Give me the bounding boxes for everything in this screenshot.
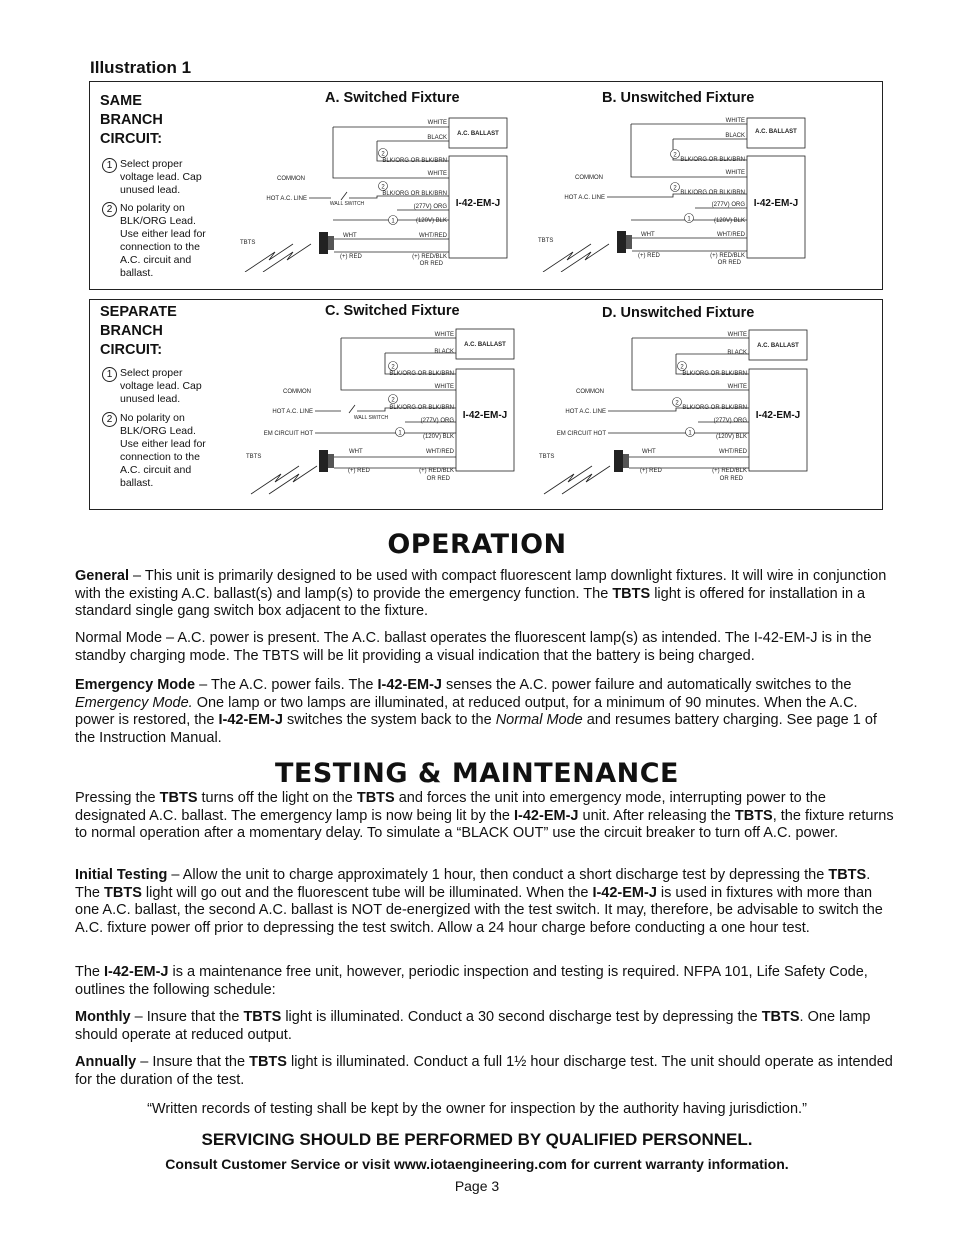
white-label: WHITE bbox=[434, 384, 454, 390]
em-hot-label: EM CIRCUIT HOT bbox=[263, 431, 313, 437]
wht-label: WHT bbox=[343, 233, 357, 239]
red-label: (+) RED bbox=[638, 253, 660, 259]
em-hot-label: EM CIRCUIT HOT bbox=[556, 431, 606, 437]
black-label: BLACK bbox=[427, 135, 447, 141]
same-branch-heading: SAME BRANCH CIRCUIT: bbox=[100, 93, 163, 147]
maint-text-2: is a maintenance free unit, however, periodic inspection and testing is required. NFPA 101, Life Safety Code, outlines the following schedule: bbox=[75, 964, 868, 998]
init-text-2: . The bbox=[75, 867, 871, 901]
wht-red-label: WHT/RED bbox=[419, 233, 447, 239]
monthly-text-2: light is illuminated. Conduct a 30 second discharge test by depressing the bbox=[281, 1009, 762, 1025]
em-mode-italic: Emergency Mode. bbox=[75, 694, 193, 711]
emergency-mode-paragraph bbox=[75, 677, 897, 747]
tbts-term: TBTS bbox=[612, 585, 651, 602]
tbts-label: TBTS bbox=[240, 240, 256, 246]
callout-1: 1 bbox=[398, 430, 402, 437]
maint-text-1: The bbox=[75, 964, 105, 980]
init-text-1: – Allow the unit to charge approximately 1 hour, then conduct a short discharge test by depressing the bbox=[167, 867, 829, 883]
figure-a-title: A. Switched Fixture bbox=[325, 90, 460, 106]
common-label: COMMON bbox=[575, 175, 603, 181]
or-red-label: OR RED bbox=[717, 260, 741, 266]
ballast-label: A.C. BALLAST bbox=[757, 343, 799, 349]
org277-label: (277V) ORG bbox=[711, 202, 745, 208]
unit-term: I-42-EM-J bbox=[104, 964, 169, 980]
monthly-label: Monthly bbox=[75, 1009, 131, 1025]
page-number: Page 3 bbox=[454, 1178, 500, 1194]
init-text-4: is used in fixtures with more than one A.C. ballast, the second A.C. ballast is NOT de-energized with the test switch. It may, therefore, be advisable to switch the A.C. fixture power off prior to depressing the test switch. Allow a 24 hour charge before conducting a one hour test. bbox=[75, 884, 883, 936]
maintenance-paragraph bbox=[75, 964, 897, 999]
em-text-1: – The A.C. power fails. The bbox=[195, 677, 378, 693]
em-text-5: and resumes battery charging. See page 1 of the Instruction Manual. bbox=[75, 712, 877, 746]
org277-label: (277V) ORG bbox=[420, 418, 454, 424]
unit-term: I-42-EM-J bbox=[377, 677, 442, 693]
ballast-label: A.C. BALLAST bbox=[755, 129, 797, 135]
tbts-label: TBTS bbox=[539, 454, 555, 460]
red-blk-label: (+) RED/BLK bbox=[712, 468, 747, 474]
tbts-label: TBTS bbox=[246, 454, 262, 460]
white-label: WHITE bbox=[727, 332, 747, 338]
tbts-term: TBTS bbox=[243, 1009, 282, 1025]
unit-term: I-42-EM-J bbox=[218, 712, 283, 728]
callout-2: 2 bbox=[675, 400, 679, 407]
tbts-term: TBTS bbox=[356, 790, 395, 806]
or-red-label: OR RED bbox=[719, 476, 743, 482]
red-blk-label: (+) RED/BLK bbox=[412, 254, 447, 260]
callout-2: 2 bbox=[391, 364, 395, 371]
testing-intro-paragraph bbox=[75, 790, 897, 843]
emergency-label: Emergency Mode bbox=[75, 677, 196, 693]
annual-text-1: – Insure that the bbox=[136, 1054, 250, 1070]
ballast-label: A.C. BALLAST bbox=[464, 342, 506, 348]
unit-term: I-42-EM-J bbox=[514, 807, 579, 824]
ballast-label: A.C. BALLAST bbox=[457, 131, 499, 137]
em-text-4: switches the system back to the bbox=[282, 712, 496, 728]
tbts-term: TBTS bbox=[159, 790, 198, 806]
wht-label: WHT bbox=[641, 232, 655, 238]
unit-label: I-42-EM-J bbox=[455, 198, 501, 209]
em-text-2: senses the A.C. power failure and automatically switches to the bbox=[441, 677, 852, 693]
callout-2: 2 bbox=[381, 151, 385, 158]
black-label: BLACK bbox=[727, 350, 747, 356]
blk-org-label: BLK/ORG OR BLK/BRN bbox=[389, 405, 454, 411]
note-text: No polarity on BLK/ORG Lead. Use either lead for connection to the A.C. circuit and ballast. bbox=[120, 202, 206, 279]
red-label: (+) RED bbox=[340, 254, 362, 260]
hot-line-label: HOT A.C. LINE bbox=[266, 196, 307, 202]
note-number: 2 bbox=[102, 202, 117, 217]
common-label: COMMON bbox=[283, 389, 311, 395]
consult-notice: Consult Customer Service or visit www.iotaengineering.com for current warranty information. bbox=[165, 1156, 789, 1172]
blk-org-label: BLK/ORG OR BLK/BRN bbox=[680, 190, 745, 196]
tbts-term: TBTS bbox=[761, 1009, 800, 1025]
wiring-diagram-d bbox=[536, 326, 816, 496]
red-label: (+) RED bbox=[640, 468, 662, 474]
black-label: BLACK bbox=[434, 349, 454, 355]
callout-2: 2 bbox=[391, 397, 395, 404]
hot-line-label: HOT A.C. LINE bbox=[565, 409, 606, 415]
em-text-3: One lamp or two lamps are illuminated, at reduced output, for a minimum of 90 minutes. When the A.C. power is restored, the bbox=[75, 694, 858, 728]
or-red-label: OR RED bbox=[419, 261, 443, 267]
callout-2: 2 bbox=[673, 185, 677, 192]
p1-text-4: unit. After releasing the bbox=[578, 807, 735, 824]
white-label: WHITE bbox=[427, 171, 447, 177]
callout-1: 1 bbox=[687, 216, 691, 223]
org277-label: (277V) ORG bbox=[713, 418, 747, 424]
note-number: 1 bbox=[102, 158, 117, 173]
normal-mode-italic: Normal Mode bbox=[495, 712, 583, 728]
blk120-label: (120V) BLK bbox=[415, 218, 447, 224]
callout-1: 1 bbox=[688, 430, 692, 437]
tbts-term: TBTS bbox=[734, 807, 773, 824]
or-red-label: OR RED bbox=[426, 476, 450, 482]
tbts-term: TBTS bbox=[828, 867, 867, 883]
figure-b-title: B. Unswitched Fixture bbox=[602, 90, 755, 106]
initial-testing-paragraph bbox=[75, 867, 897, 937]
red-blk-label: (+) RED/BLK bbox=[419, 468, 454, 474]
servicing-notice: SERVICING SHOULD BE PERFORMED BY QUALIFIED PERSONNEL. bbox=[201, 1130, 753, 1149]
general-text-2: light is offered for installation in a standard single gang switch box adjacent to the fixture. bbox=[75, 585, 866, 619]
tbts-term: TBTS bbox=[104, 884, 142, 901]
white-label: WHITE bbox=[725, 170, 745, 176]
callout-2: 2 bbox=[673, 152, 677, 159]
wall-switch-label: WALL SWITCH bbox=[353, 415, 389, 421]
white-label: WHITE bbox=[427, 120, 447, 126]
blk-org-label: BLK/ORG OR BLK/BRN bbox=[682, 405, 747, 411]
figure-d-title: D. Unswitched Fixture bbox=[602, 305, 755, 321]
blk-org-label: BLK/ORG OR BLK/BRN bbox=[389, 371, 454, 377]
normal-mode-paragraph: Normal Mode – A.C. power is present. The A.C. ballast operates the fluorescent lamp(s) as intended. The I-42-EM-J is in the standby charging mode. The TBTS will be lit providing a visual indication that the battery is being charged. bbox=[75, 630, 872, 664]
wht-red-label: WHT/RED bbox=[717, 232, 745, 238]
blk120-label: (120V) BLK bbox=[422, 434, 454, 440]
p1-text-3: and forces the unit into emergency mode, interrupting power to the designated A.C. ballast. The emergency lamp is now being lit by the bbox=[75, 790, 826, 824]
note-number: 1 bbox=[102, 367, 117, 382]
unit-label: I-42-EM-J bbox=[755, 410, 801, 421]
blk120-label: (120V) BLK bbox=[713, 218, 745, 224]
initial-testing-label: Initial Testing bbox=[75, 867, 168, 883]
monthly-text-1: – Insure that the bbox=[130, 1009, 244, 1025]
p1-text-2: turns off the light on the bbox=[197, 790, 357, 806]
callout-1: 1 bbox=[391, 218, 395, 225]
callout-2: 2 bbox=[680, 364, 684, 371]
white-label: WHITE bbox=[434, 332, 454, 338]
blk120-label: (120V) BLK bbox=[715, 434, 747, 440]
records-quote: “Written records of testing shall be kept by the owner for inspection by the authority having jurisdiction.” bbox=[147, 1101, 807, 1117]
monthly-paragraph bbox=[75, 1009, 897, 1044]
callout-2: 2 bbox=[381, 184, 385, 191]
wall-switch-label: WALL SWITCH bbox=[329, 201, 365, 207]
black-label: BLACK bbox=[725, 133, 745, 139]
blk-org-label: BLK/ORG OR BLK/BRN bbox=[382, 158, 447, 164]
figure-c-title: C. Switched Fixture bbox=[325, 303, 460, 319]
separate-branch-heading: SEPARATE BRANCH CIRCUIT: bbox=[100, 304, 177, 358]
hot-line-label: HOT A.C. LINE bbox=[272, 409, 313, 415]
wht-label: WHT bbox=[642, 449, 656, 455]
common-label: COMMON bbox=[576, 389, 604, 395]
p1-text-5: , the fixture returns to normal operation after a momentary delay. To simulate a “BLACK OUT” use the circuit breaker to turn off A.C. power. bbox=[75, 807, 894, 841]
wht-red-label: WHT/RED bbox=[426, 449, 454, 455]
hot-line-label: HOT A.C. LINE bbox=[564, 195, 605, 201]
annually-label: Annually bbox=[75, 1054, 137, 1070]
init-text-3: light will go out and the fluorescent tube will be illuminated. When the bbox=[141, 884, 593, 901]
blk-org-label: BLK/ORG OR BLK/BRN bbox=[680, 157, 745, 163]
annual-text-2: light is illuminated. Conduct a full 1½ hour discharge test. The unit should operate as intended for the duration of the test. bbox=[75, 1054, 893, 1088]
common-label: COMMON bbox=[277, 176, 305, 182]
note-text: Select proper voltage lead. Cap unused lead. bbox=[120, 367, 202, 405]
testing-title: TESTING & MAINTENANCE bbox=[275, 758, 679, 789]
wiring-diagram-c bbox=[243, 326, 523, 496]
white-label: WHITE bbox=[727, 384, 747, 390]
general-label: General bbox=[75, 568, 129, 584]
unit-term: I-42-EM-J bbox=[592, 884, 657, 901]
illustration-title: Illustration 1 bbox=[90, 58, 192, 77]
blk-org-label: BLK/ORG OR BLK/BRN bbox=[682, 371, 747, 377]
note-number: 2 bbox=[102, 412, 117, 427]
blk-org-label: BLK/ORG OR BLK/BRN bbox=[382, 191, 447, 197]
wiring-diagram-b bbox=[533, 112, 813, 272]
unit-label: I-42-EM-J bbox=[462, 410, 508, 421]
wiring-diagram-a bbox=[235, 112, 515, 272]
monthly-text-3: . One lamp should operate at reduced output. bbox=[75, 1009, 871, 1043]
tbts-term: TBTS bbox=[249, 1054, 287, 1070]
general-text-1: – This unit is primarily designed to be used with compact fluorescent lamp downlight fixtures. It will wire in conjunction with the existing A.C. ballast(s) and lamp(s) to provide the emergency function. The bbox=[75, 568, 887, 602]
org277-label: (277V) ORG bbox=[413, 204, 447, 210]
wht-red-label: WHT/RED bbox=[719, 449, 747, 455]
red-blk-label: (+) RED/BLK bbox=[710, 253, 745, 259]
operation-title: OPERATION bbox=[387, 529, 567, 560]
wht-label: WHT bbox=[349, 449, 363, 455]
red-label: (+) RED bbox=[348, 468, 370, 474]
tbts-label: TBTS bbox=[538, 238, 554, 244]
general-paragraph bbox=[75, 568, 897, 621]
white-label: WHITE bbox=[725, 118, 745, 124]
annually-paragraph bbox=[75, 1054, 897, 1089]
p1-text-1: Pressing the bbox=[75, 790, 160, 806]
note-text: Select proper voltage lead. Cap unused lead. bbox=[120, 158, 202, 196]
unit-label: I-42-EM-J bbox=[753, 198, 799, 209]
note-text: No polarity on BLK/ORG Lead. Use either lead for connection to the A.C. circuit and ballast. bbox=[120, 412, 206, 489]
